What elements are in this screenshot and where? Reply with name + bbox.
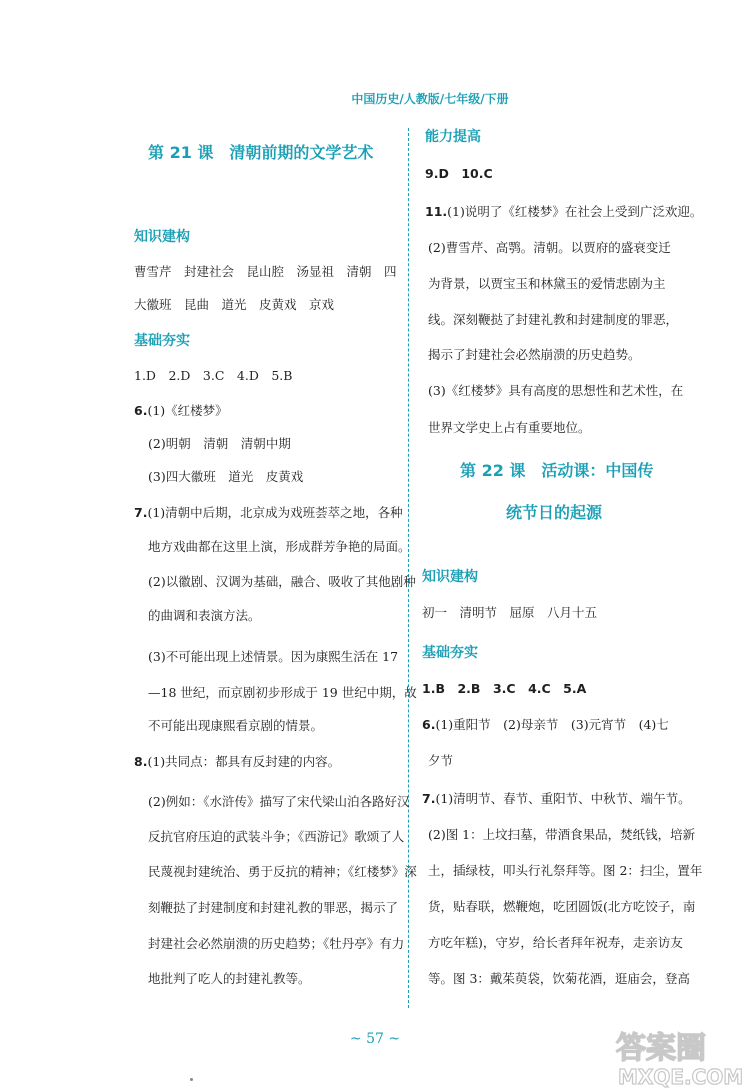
page-number: ~ 57 ~ xyxy=(349,1031,401,1047)
lesson-22-title-line-1: 第 22 课 活动课：中国传 xyxy=(460,461,654,480)
scan-speck xyxy=(190,1078,193,1081)
q8-line-3: 反抗官府压迫的武装斗争；《西游记》歌颂了人 xyxy=(148,829,405,844)
q7-22-line: 7.(1)清明节、春节、重阳节、中秋节、端午节。 xyxy=(422,791,691,806)
watermark-logo xyxy=(612,1028,750,1090)
svg-text:答案圈: 答案圈 xyxy=(616,1031,706,1066)
q11-line-6: (3)《红楼梦》具有高度的思想性和艺术性，在 xyxy=(428,383,684,398)
answer-22-1-5: 1.B 2.B 3.C 4.C 5.A xyxy=(422,681,587,696)
knowledge-22-line: 初一 清明节 屈原 八月十五 xyxy=(422,605,598,620)
q11-line-4: 线。深刻鞭挞了封建礼教和封建制度的罪恶， xyxy=(428,312,679,327)
q7-22-line-6: 等。图 3：戴茱萸袋，饮菊花酒，逛庙会，登高 xyxy=(428,971,690,986)
q6-line-2: (2)明朝 清朝 清朝中期 xyxy=(148,436,291,451)
q6-line: 6.(1)《红楼梦》 xyxy=(134,403,228,418)
knowledge-line-1: 曹雪芹 封建社会 昆山腔 汤显祖 清朝 四 xyxy=(134,264,397,279)
lesson-21-title: 第 21 课 清朝前期的文学艺术 xyxy=(148,143,374,162)
q6-22-line-2: 夕节 xyxy=(428,753,454,768)
q7-22-line-2: (2)图 1：上坟扫墓，带酒食果品，焚纸钱，培新 xyxy=(428,827,696,842)
q7-line-7: 不可能出现康熙看京剧的情景。 xyxy=(148,718,324,733)
section-ability: 能力提高 xyxy=(425,129,481,145)
q7-line-4: 的曲调和表演方法。 xyxy=(148,608,261,623)
q8-line-2: (2)例如：《水浒传》描写了宋代梁山泊各路好汉 xyxy=(148,794,410,809)
q11-line-5: 揭示了封建社会必然崩溃的历史趋势。 xyxy=(428,347,641,362)
section-knowledge: 知识建构 xyxy=(134,229,190,245)
q11-line-7: 世界文学史上占有重要地位。 xyxy=(428,420,591,435)
q8-line-4: 民蔑视封建统治、勇于反抗的精神；《红楼梦》深 xyxy=(148,864,417,879)
q8-line-5: 刻鞭挞了封建制度和封建礼教的罪恶，揭示了 xyxy=(148,900,399,915)
q7-line: 7.(1)清朝中后期，北京成为戏班荟萃之地，各种 xyxy=(134,505,403,520)
q7-22-line-4: 货，贴春联，燃鞭炮，吃团圆饭(北方吃饺子，南 xyxy=(428,899,696,914)
knowledge-line-2: 大徽班 昆曲 道光 皮黄戏 京戏 xyxy=(134,297,335,312)
q7-line-5: (3)不可能出现上述情景。因为康熙生活在 17 xyxy=(148,649,399,664)
q7-line-6: —18 世纪，而京剧初步形成于 19 世纪中期，故 xyxy=(148,685,417,700)
answer-1-5: 1.D 2.D 3.C 4.D 5.B xyxy=(134,368,293,383)
q6-line-3: (3)四大徽班 道光 皮黄戏 xyxy=(148,469,304,484)
lesson-22-title-line-2: 统节日的起源 xyxy=(506,503,603,522)
answer-9-10: 9.D 10.C xyxy=(425,166,493,181)
q8-line-7: 地批判了吃人的封建礼教等。 xyxy=(148,971,311,986)
q7-line-2: 地方戏曲都在这里上演，形成群芳争艳的局面。 xyxy=(148,539,411,554)
q11-line-2: (2)曹雪芹、高鹗。清朝。以贾府的盛衰变迁 xyxy=(428,240,671,255)
running-header: 中国历史/人教版/七年级/下册 xyxy=(351,92,509,106)
q7-22-line-5: 方吃年糕)，守岁，给长者拜年祝寿，走亲访友 xyxy=(428,935,683,950)
q11-line: 11.(1)说明了《红楼梦》在社会上受到广泛欢迎。 xyxy=(425,204,703,219)
section-basic: 基础夯实 xyxy=(134,333,190,349)
q7-line-3: (2)以徽剧、汉调为基础，融合、吸收了其他剧种 xyxy=(148,574,416,589)
q6-22-line: 6.(1)重阳节 (2)母亲节 (3)元宵节 (4)七 xyxy=(422,717,669,732)
q8-line-6: 封建社会必然崩溃的历史趋势；《牡丹亭》有力 xyxy=(148,936,405,951)
q7-22-line-3: 土，插绿枝，叩头行礼祭拜等。图 2：扫尘，置年 xyxy=(428,863,703,878)
svg-text:MXQE.COM: MXQE.COM xyxy=(618,1065,744,1089)
section-knowledge-22: 知识建构 xyxy=(422,569,478,585)
section-basic-22: 基础夯实 xyxy=(422,645,478,661)
q8-line: 8.(1)共同点：都具有反封建的内容。 xyxy=(134,754,341,769)
q11-line-3: 为背景，以贾宝玉和林黛玉的爱情悲剧为主 xyxy=(428,276,666,291)
